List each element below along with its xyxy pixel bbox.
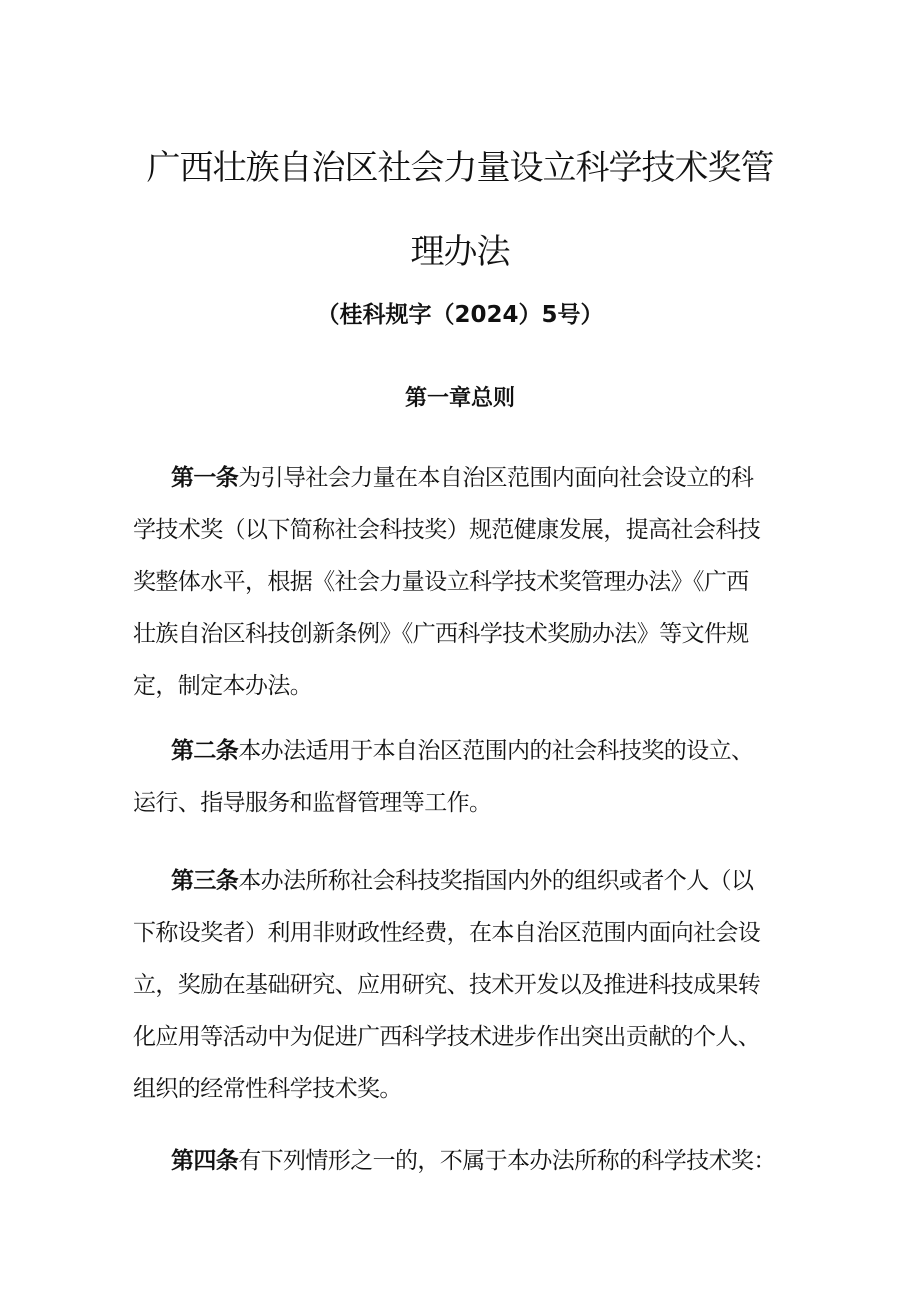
article-4 <box>133 1135 788 1187</box>
article-line: 化应用等活动中为促进广西科学技术进步作出突出贡献的个人、 <box>133 1024 761 1050</box>
article-text: 本办法适用于本自治区范围内的社会科技奖的设立、 <box>238 738 754 764</box>
article-line <box>133 725 788 777</box>
article-line: 奖整体水平，根据《社会力量设立科学技术奖管理办法》《广西 <box>133 569 749 595</box>
article-2 <box>133 725 788 829</box>
article-line: 定，制定本办法。 <box>133 673 313 699</box>
article-text: 有下列情形之一的，不属于本办法所称的科学技术奖： <box>238 1148 776 1174</box>
article-label: 第四条 <box>171 1148 239 1174</box>
article-line <box>133 1135 788 1187</box>
document-title-line-2: 理办法 <box>410 232 510 272</box>
article-line: 学技术奖（以下简称社会科技奖）规范健康发展，提高社会科技 <box>133 517 761 543</box>
article-text: 本办法所称社会科技奖指国内外的组织或者个人（以 <box>238 868 754 894</box>
document-number: （桂科规字（2024）5号） <box>316 302 604 328</box>
article-line: 壮族自治区科技创新条例》《广西科学技术奖励办法》等文件规 <box>133 621 749 647</box>
chapter-heading: 第一章总则 <box>404 386 515 411</box>
article-line: 立，奖励在基础研究、应用研究、技术开发以及推进科技成果转 <box>133 972 761 998</box>
article-1 <box>133 452 788 712</box>
article-line: 组织的经常性科学技术奖。 <box>133 1076 402 1102</box>
article-text: 为引导社会力量在本自治区范围内面向社会设立的科 <box>238 465 754 491</box>
article-label: 第三条 <box>171 868 239 894</box>
document-title-line-1: 广西壮族自治区社会力量设立科学技术奖管 <box>146 148 774 188</box>
article-line: 下称设奖者）利用非财政性经费，在本自治区范围内面向社会设 <box>133 920 761 946</box>
article-line <box>133 452 788 504</box>
article-line: 运行、指导服务和监督管理等工作。 <box>133 790 492 816</box>
article-3 <box>133 855 788 1115</box>
article-line <box>133 855 788 907</box>
article-label: 第一条 <box>171 465 239 491</box>
article-label: 第二条 <box>171 738 239 764</box>
